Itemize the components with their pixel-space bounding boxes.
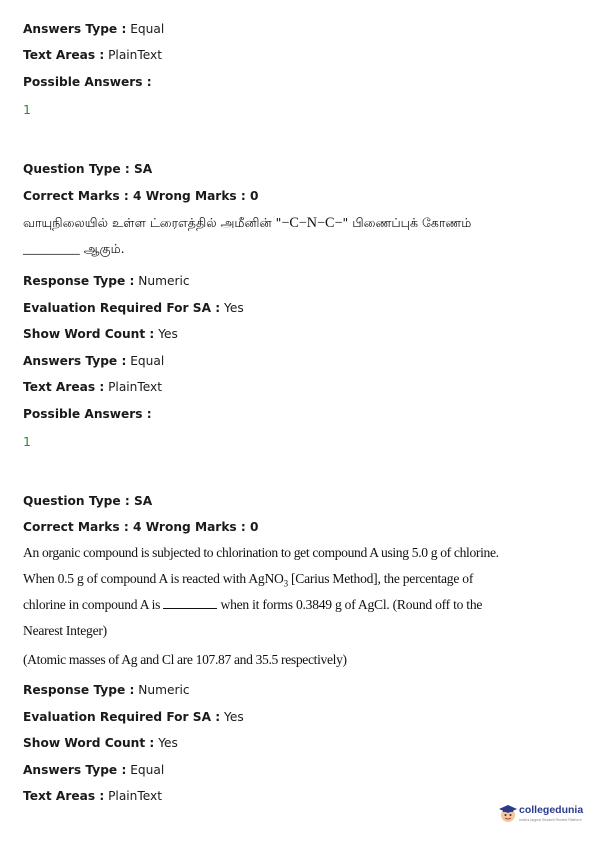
question-text-line bbox=[23, 570, 473, 593]
question-text-line bbox=[23, 214, 471, 232]
correct-marks-row bbox=[23, 189, 259, 204]
question-text-tamil-end: ஆகும். bbox=[79, 241, 125, 256]
answers-type-label: Answers Type : bbox=[23, 354, 127, 368]
answers-type-value: Equal bbox=[130, 763, 165, 777]
show-word-count-label: Show Word Count : bbox=[23, 736, 155, 750]
question-text-segment: [Carius Method], the percentage of bbox=[287, 571, 474, 586]
response-type-row bbox=[23, 274, 190, 289]
question-text-segment: when it forms 0.3849 g of AgCl. (Round off to the bbox=[217, 597, 483, 612]
question-text-line bbox=[23, 240, 125, 258]
response-type-label: Response Type : bbox=[23, 274, 135, 288]
answers-type-row bbox=[23, 22, 164, 37]
show-word-count-value: Yes bbox=[158, 736, 178, 750]
text-areas-row bbox=[23, 48, 162, 63]
answers-type-value: Equal bbox=[130, 22, 165, 36]
logo-name: collegedunia bbox=[519, 804, 584, 816]
text-areas-row bbox=[23, 789, 162, 804]
evaluation-required-label: Evaluation Required For SA : bbox=[23, 710, 221, 724]
question-type-label: Question Type : SA bbox=[23, 162, 153, 176]
question-note: (Atomic masses of Ag and Cl are 107.87 and 35.5 respectively) bbox=[23, 652, 347, 667]
answers-type-row bbox=[23, 354, 164, 369]
question-text-line bbox=[23, 596, 482, 614]
collegedunia-logo bbox=[498, 801, 583, 827]
possible-answer-value: 1 bbox=[23, 102, 31, 117]
correct-marks-label: Correct Marks : 4 Wrong Marks : 0 bbox=[23, 520, 259, 534]
question-type-row bbox=[23, 162, 152, 177]
answer-blank: ________ bbox=[23, 241, 80, 257]
text-areas-value: PlainText bbox=[108, 789, 163, 803]
text-areas-value: PlainText bbox=[108, 48, 163, 62]
correct-marks-row bbox=[23, 520, 259, 535]
possible-answer-value: 1 bbox=[23, 434, 31, 449]
answer-blank bbox=[163, 608, 217, 609]
question-text-line: An organic compound is subjected to chlorination to get compound A using 5.0 g of chlorine. bbox=[23, 545, 499, 560]
logo-tagline: India's largest Student Review Platform bbox=[519, 818, 582, 822]
answers-type-label: Answers Type : bbox=[23, 22, 127, 36]
possible-answers-row bbox=[23, 75, 152, 90]
possible-answers-label: Possible Answers : bbox=[23, 407, 152, 421]
question-text-tamil: வாயுநிலையில் உள்ள ட்ரைஎத்தில் அமீனின் " bbox=[23, 215, 282, 230]
graduate-mascot-icon bbox=[498, 803, 518, 823]
response-type-value: Numeric bbox=[138, 274, 190, 288]
question-text-segment: chlorine in compound A is bbox=[23, 597, 164, 612]
text-areas-label: Text Areas : bbox=[23, 789, 105, 803]
evaluation-required-value: Yes bbox=[224, 301, 244, 315]
response-type-row bbox=[23, 683, 190, 698]
answers-type-label: Answers Type : bbox=[23, 763, 127, 777]
text-areas-label: Text Areas : bbox=[23, 380, 105, 394]
show-word-count-row bbox=[23, 736, 178, 751]
text-areas-row bbox=[23, 380, 162, 395]
text-areas-value: PlainText bbox=[108, 380, 163, 394]
evaluation-required-value: Yes bbox=[224, 710, 244, 724]
show-word-count-row bbox=[23, 327, 178, 342]
show-word-count-label: Show Word Count : bbox=[23, 327, 155, 341]
correct-marks-label: Correct Marks : 4 Wrong Marks : 0 bbox=[23, 189, 259, 203]
question-text-line: Nearest Integer) bbox=[23, 623, 107, 638]
possible-answers-row bbox=[23, 407, 152, 422]
question-text-segment: When 0.5 g of compound A is reacted with AgNO bbox=[23, 571, 284, 586]
answers-type-value: Equal bbox=[130, 354, 165, 368]
evaluation-required-row bbox=[23, 301, 244, 316]
text-areas-label: Text Areas : bbox=[23, 48, 105, 62]
question-type-row bbox=[23, 494, 152, 509]
show-word-count-value: Yes bbox=[158, 327, 178, 341]
possible-answers-label: Possible Answers : bbox=[23, 75, 152, 89]
subscript: 3 bbox=[283, 578, 288, 589]
response-type-value: Numeric bbox=[138, 683, 190, 697]
evaluation-required-row bbox=[23, 710, 244, 725]
bond-formula: −C−N−C− bbox=[281, 215, 343, 231]
evaluation-required-label: Evaluation Required For SA : bbox=[23, 301, 221, 315]
question-text-tamil-end: " பிணைப்புக் கோணம் bbox=[342, 215, 472, 230]
answers-type-row bbox=[23, 763, 164, 778]
question-type-label: Question Type : SA bbox=[23, 494, 153, 508]
response-type-label: Response Type : bbox=[23, 683, 135, 697]
